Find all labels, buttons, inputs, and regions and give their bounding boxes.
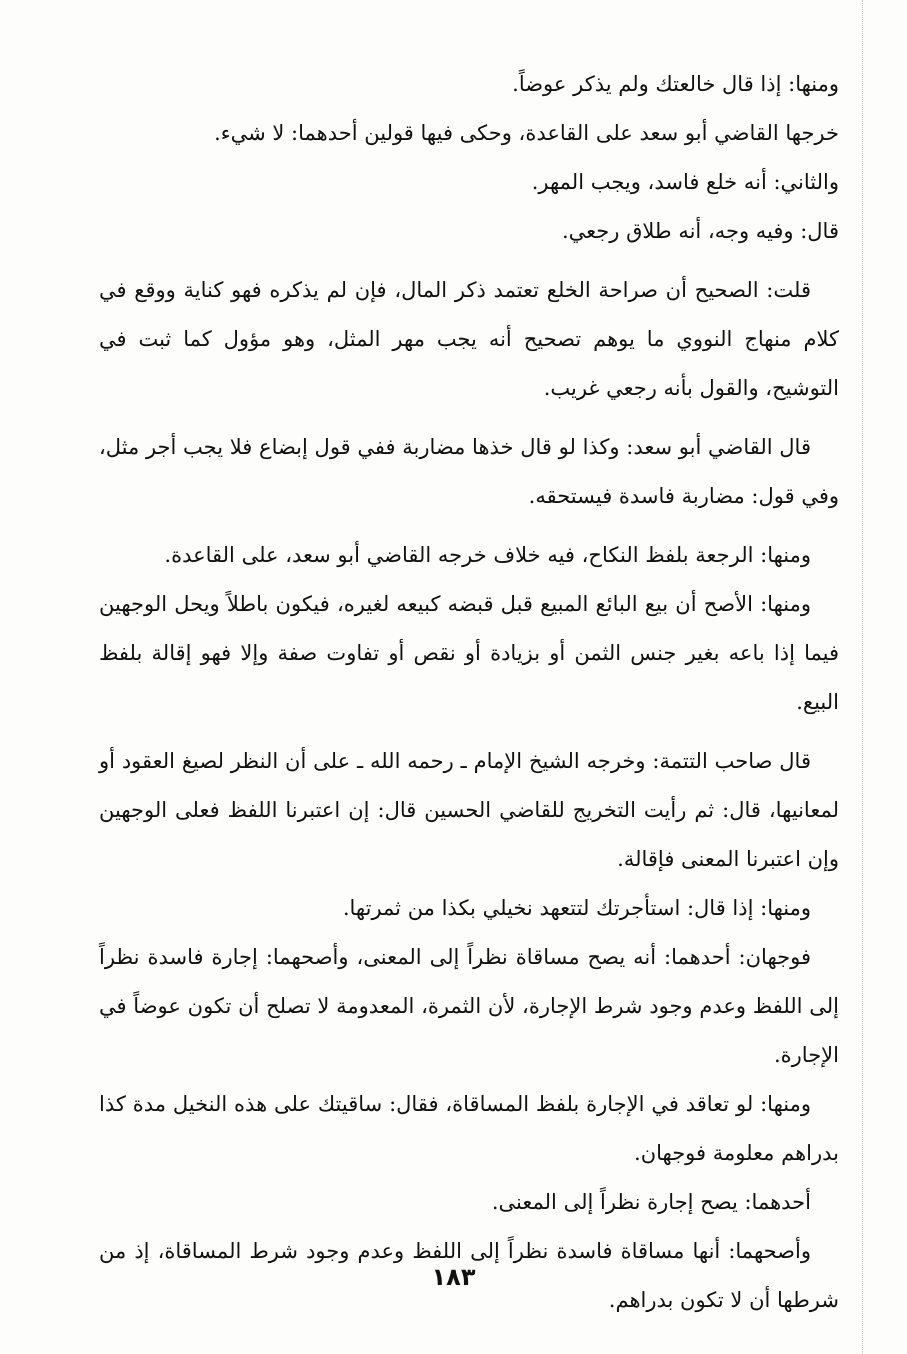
paragraph-4: قال: وفيه وجه، أنه طلاق رجعي. xyxy=(562,219,839,243)
paragraph-12: ومنها: لو تعاقد في الإجارة بلفظ المساقاة، فقال: ساقيتك على هذه النخيل مدة كذا بدراهم معلومة فوجهان. xyxy=(99,1092,839,1165)
page-number: ١٨٣ xyxy=(431,1263,476,1291)
paragraph-9: قال صاحب التتمة: وخرجه الشيخ الإمام ـ رحمه الله ـ على أن النظر لصيغ العقود أو لمعانيها، قال: ثم رأيت التخريج للقاضي الحسين قال: إن اعتبرنا اللفظ فعلى الوجهين وإن اعتبرنا المعنى فإقالة. xyxy=(99,749,839,871)
paragraph-13: أحدهما: يصح إجارة نظراً إلى المعنى. xyxy=(491,1190,811,1214)
page-body-text xyxy=(99,60,839,1325)
paragraph-3: والثاني: أنه خلع فاسد، ويجب المهر. xyxy=(531,170,839,194)
paragraph-2: خرجها القاضي أبو سعد على القاعدة، وحكى فيها قولين أحدهما: لا شيء. xyxy=(214,121,839,145)
paragraph-8: ومنها: الأصح أن بيع البائع المبيع قبل قبضه كبيعه لغيره، فيكون باطلاً ويحل الوجهين فيما إذا باعه بغير جنس الثمن أو بزيادة أو نقص أو تفاوت صفة وإلا فهو إقالة بلفظ البيع. xyxy=(99,592,839,714)
paragraph-10: ومنها: إذا قال: استأجرتك لتتعهد نخيلي بكذا من ثمرتها. xyxy=(342,896,811,920)
paragraph-11: فوجهان: أحدهما: أنه يصح مساقاة نظراً إلى المعنى، وأصحهما: إجارة فاسدة نظراً إلى اللفظ وعدم وجود شرط الإجارة، لأن الثمرة، المعدومة لا تصلح أن تكون عوضاً في الإجارة. xyxy=(99,945,839,1067)
paragraph-5: قلت: الصحيح أن صراحة الخلع تعتمد ذكر المال، فإن لم يذكره فهو كناية ووقع في كلام منهاج النووي ما يوهم تصحيح أنه يجب مهر المثل، وهو مؤول كما ثبت في التوشيح، والقول بأنه رجعي غريب. xyxy=(99,278,839,400)
paragraph-14: وأصحهما: أنها مساقاة فاسدة نظراً إلى اللفظ وعدم وجود شرط المساقاة، إذ من شرطها أن لا تكون بدراهم. xyxy=(99,1239,839,1312)
paragraph-6: قال القاضي أبو سعد: وكذا لو قال خذها مضاربة ففي قول إبضاع فلا يجب أجر مثل، وفي قول: مضاربة فاسدة فيستحقه. xyxy=(99,435,839,508)
scan-edge-line xyxy=(862,0,864,1354)
paragraph-7: ومنها: الرجعة بلفظ النكاح، فيه خلاف خرجه القاضي أبو سعد، على القاعدة. xyxy=(164,543,811,567)
paragraph-1: ومنها: إذا قال خالعتك ولم يذكر عوضاً. xyxy=(512,72,839,96)
